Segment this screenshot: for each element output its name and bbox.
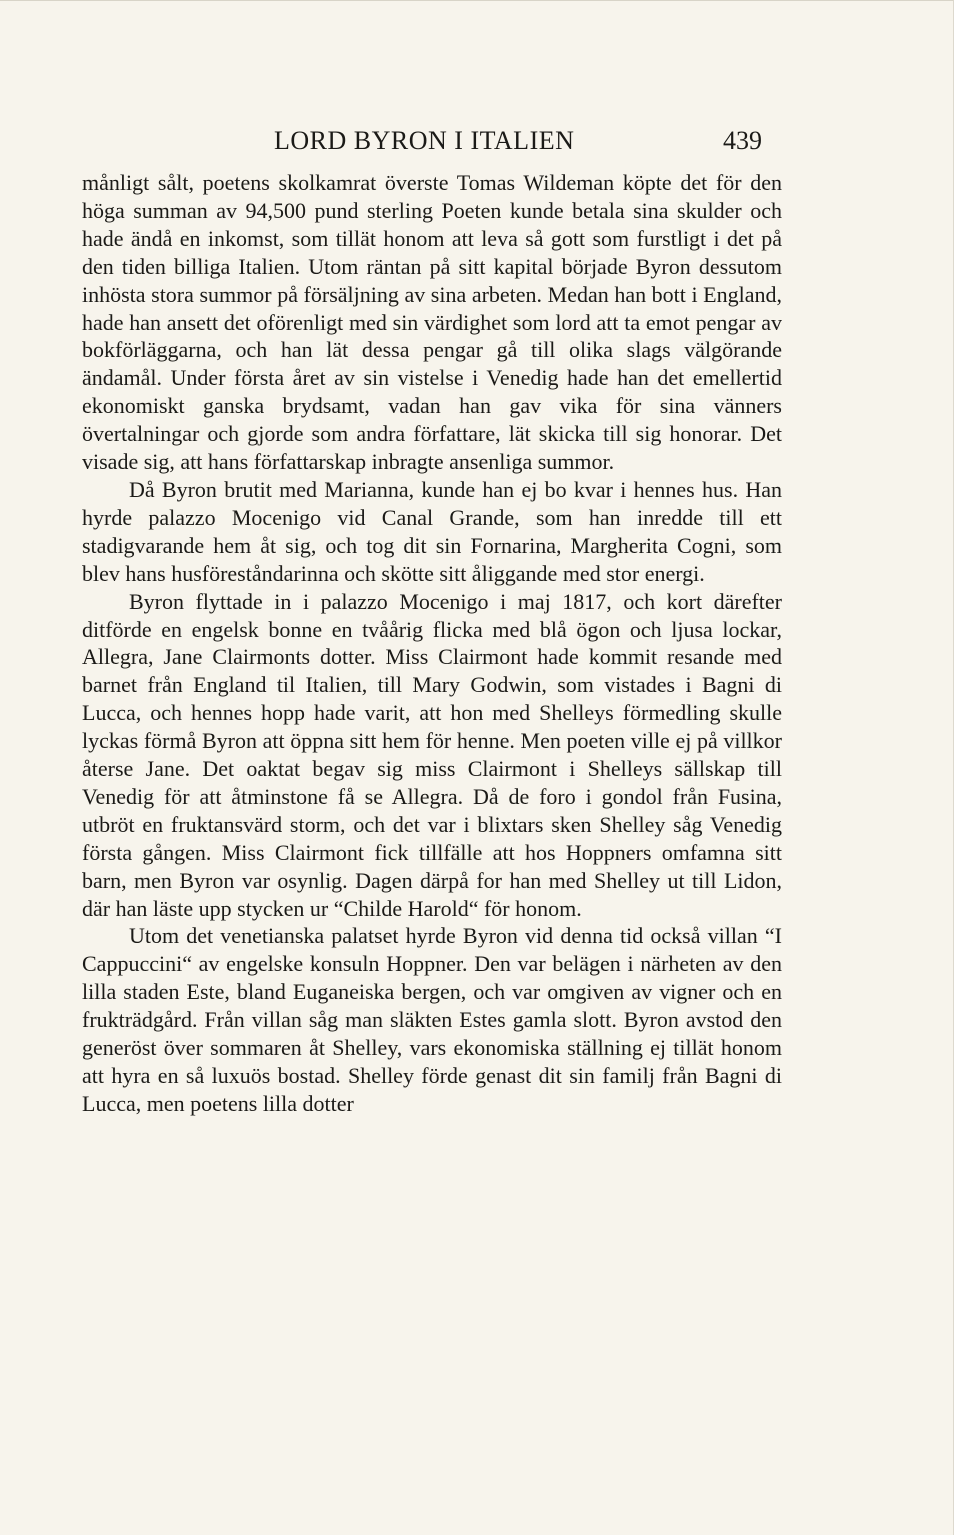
paragraph-1: månligt sålt, poetens skolkamrat överste Tomas Wildeman köpte det för den höga summan av 94,500 pund sterling Poeten kunde betala sina skulder och hade ändå en inkomst, som tillät honom att leva så gott som furstligt i det på den tiden billiga Italien. Utom räntan på sitt kapital började Byron dessutom inhösta stora summor på försäljning av sina arbeten. Medan han bott i England, hade han ansett det oförenligt med sin värdighet som lord att ta emot pengar av bokförläggarna, och han lät dessa pengar gå till olika slags välgörande ändamål. Under första året av sin vistelse i Venedig hade han det emellertid ekonomiskt ganska brydsamt, vadan han gav vika för sina vänners övertalningar och gjorde som andra författare, lät skicka till sig honorar. Det visade sig, att hans författarskap inbragte ansenliga summor. — [82, 170, 782, 475]
page-header — [82, 123, 762, 159]
paragraph-4: Utom det venetianska palatset hyrde Byron vid denna tid också villan “I Cappuccini“ av engelske konsuln Hoppner. Den var belägen i närheten av den lilla staden Este, bland Euganeiska bergen, och var omgiven av vigner och en frukträdgård. Från villan såg man släkten Estes gamla slott. Byron avstod den generöst över sommaren åt Shelley, vars ekonomiska ställning ej tillät honom att hyra en så luxuös bostad. Shelley förde genast dit sin familj från Bagni di Lucca, men poetens lilla dotter — [82, 923, 782, 1116]
paragraph-3: Byron flyttade in i palazzo Mocenigo i maj 1817, och kort därefter ditförde en engelsk bonne en tvåårig flicka med blå ögon och ljusa lockar, Allegra, Jane Clairmonts dotter. Miss Clairmont hade kommit resande med barnet från England til Italien, till Mary Godwin, som vistades i Bagni di Lucca, och hennes hopp hade varit, att hon med Shelleys förmedling skulle lyckas förmå Byron att öppna sitt hem för henne. Men poeten ville ej på villkor återse Jane. Det oaktat begav sig miss Clairmont i Shelleys sällskap till Venedig för att åtminstone få se Allegra. Då de foro i gondol från Fusina, utbröt en fruktansvärd storm, och det var i blixtars sken Shelley såg Venedig första gången. Miss Clairmont fick tillfälle att hos Hoppners omfamna sitt barn, men Byron var osynlig. Dagen därpå for han med Shelley ut till Lidon, där han läste upp stycken ur “Childe Harold“ för honom. — [82, 588, 782, 921]
body-text — [82, 169, 782, 1118]
page-number: 439 — [723, 126, 762, 155]
paragraph-2: Då Byron brutit med Marianna, kunde han ej bo kvar i hennes hus. Han hyrde palazzo Mocenigo vid Canal Grande, som han inredde till ett stadigvarande hem åt sig, och tog dit sin Fornarina, Margherita Cogni, som blev hans husföreståndarinna och skötte sitt åliggande med stor energi. — [82, 476, 782, 586]
running-title: LORD BYRON I ITALIEN — [274, 126, 575, 155]
